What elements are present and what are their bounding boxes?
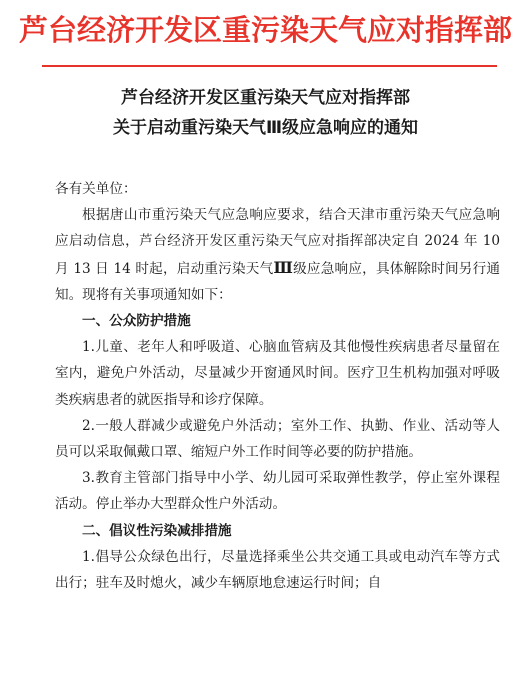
masthead-red-rule bbox=[42, 65, 497, 67]
section-1-heading: 一、公众防护措施 bbox=[82, 313, 191, 330]
response-level: Ⅲ bbox=[273, 257, 294, 277]
section-2-item-1: 1.倡导公众绿色出行，尽量选择乘坐公共交通工具或电动汽车等方式出行；驻车及时熄火，减少车辆原地怠速运行时间；自 bbox=[55, 548, 500, 592]
section-1-item-2: 2.一般人群减少或避免户外活动；室外工作、执勤、作业、活动等人员可以采取佩戴口罩、缩短户外工作时间等必要的防护措施。 bbox=[55, 417, 500, 461]
section-1-item-1: 1.儿童、老年人和呼吸道、心脑血管病及其他慢性疾病患者尽量留在室内，避免户外活动，尽量减少开窗通风时间。医疗卫生机构加强对呼吸类疾病患者的就医指导和诊疗保障。 bbox=[55, 339, 500, 408]
notice-title-line-2: 关于启动重污染天气Ⅲ级应急响应的通知 bbox=[112, 118, 419, 138]
notice-body bbox=[55, 176, 500, 596]
intro-paragraph bbox=[55, 202, 500, 308]
section-1-item-3: 3.教育主管部门指导中小学、幼儿园可采取弹性教学，停止室外课程活动。停止举办大型群众性户外活动。 bbox=[55, 470, 500, 513]
masthead-title: 芦台经济开发区重污染天气应对指挥部 bbox=[18, 13, 512, 47]
intro-text-after: 级应急响应，具体解除时间另行通知。现将有关事项通知如下： bbox=[55, 260, 501, 303]
salutation: 各有关单位： bbox=[55, 181, 137, 197]
intro-text-before: 根据唐山市重污染天气应急响应要求，结合天津市重污染天气应急响应启动信息，芦台经济开发区重污染天气应对指挥部决定自 2024 年 10 月 13 日 14 时起，启动重污染天气 bbox=[55, 207, 500, 277]
notice-title-line-1: 芦台经济开发区重污染天气应对指挥部 bbox=[121, 88, 410, 108]
section-2-heading: 二、倡议性污染减排措施 bbox=[82, 522, 232, 539]
